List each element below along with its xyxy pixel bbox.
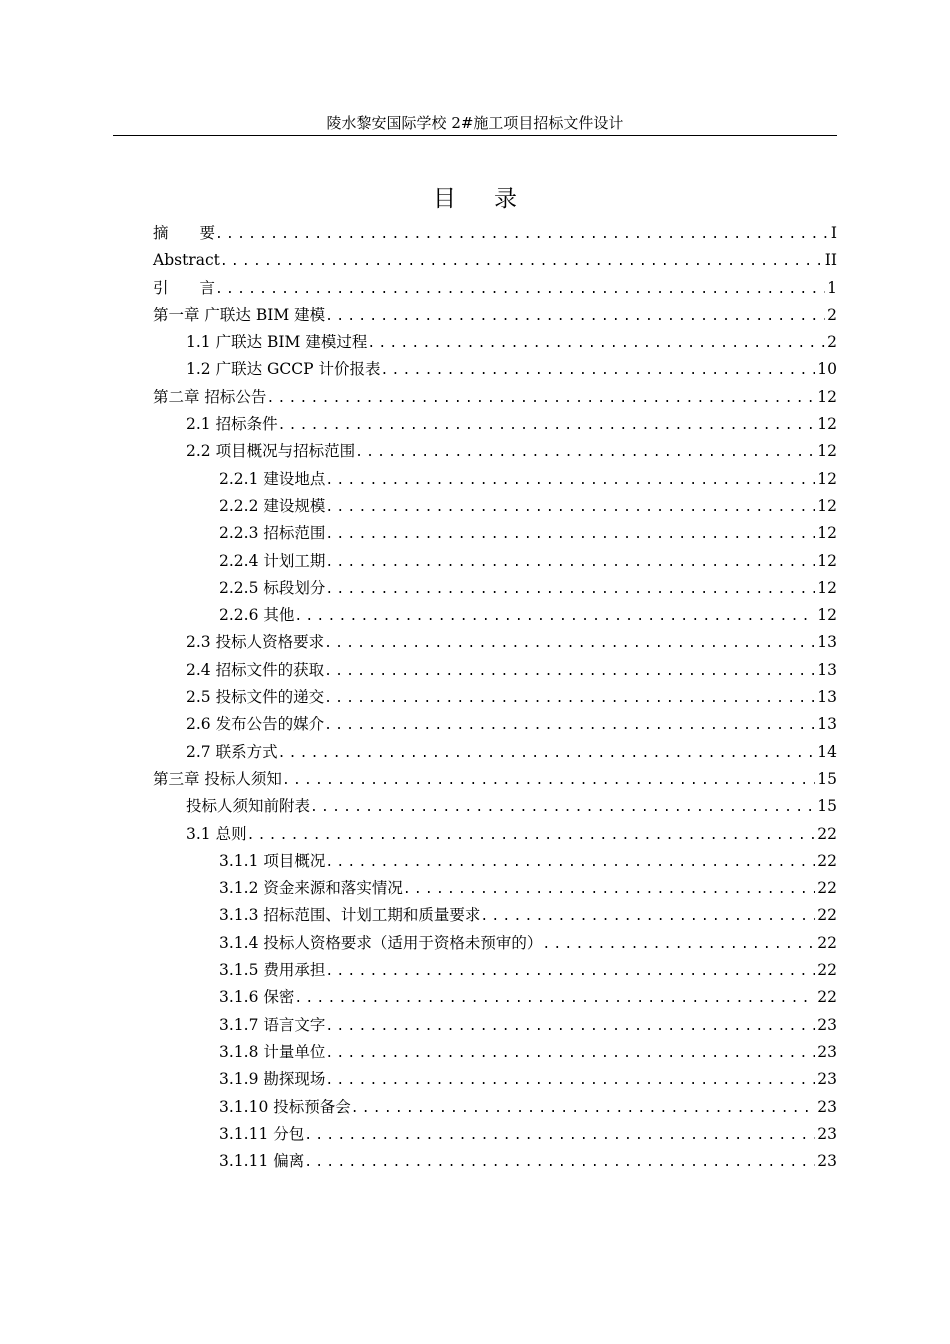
toc-dot-leader xyxy=(220,248,823,275)
toc-entry[interactable] xyxy=(153,493,837,520)
toc-entry-label: 3.1.7 语言文字 xyxy=(219,1015,326,1034)
header-divider xyxy=(113,135,837,136)
toc-entry[interactable] xyxy=(153,684,837,711)
toc-entry-label: 2.6 发布公告的媒介 xyxy=(186,715,325,734)
toc-dot-leader xyxy=(542,931,815,958)
toc-entry-page-number: 22 xyxy=(817,988,837,1007)
toc-dot-leader xyxy=(480,903,815,930)
toc-entry-label: 引 言 xyxy=(153,278,216,297)
toc-entry-page-number: 12 xyxy=(817,551,837,570)
toc-dot-leader xyxy=(247,822,816,849)
toc-dot-leader xyxy=(278,412,816,439)
toc-entry[interactable] xyxy=(153,466,837,493)
toc-entry[interactable] xyxy=(153,1039,837,1066)
toc-dot-leader xyxy=(325,1013,815,1040)
toc-entry[interactable] xyxy=(153,930,837,957)
toc-entry-page-number: 23 xyxy=(817,1152,837,1171)
toc-entry[interactable] xyxy=(153,302,837,329)
toc-entry-label: 2.2.6 其他 xyxy=(219,606,295,625)
toc-entry-page-number: 13 xyxy=(817,688,837,707)
toc-entry-page-number: 22 xyxy=(817,879,837,898)
toc-dot-leader xyxy=(304,1122,815,1149)
toc-entry[interactable] xyxy=(153,711,837,738)
toc-entry[interactable] xyxy=(153,220,837,247)
toc-dot-leader xyxy=(294,985,815,1012)
toc-dot-leader xyxy=(325,467,815,494)
toc-entry-label: 2.2.1 建设地点 xyxy=(219,469,326,488)
toc-entry[interactable] xyxy=(153,848,837,875)
toc-entry-page-number: 22 xyxy=(817,851,837,870)
toc-entry-label: 第三章 投标人须知 xyxy=(153,769,282,788)
toc-entry-label: 3.1.3 招标范围、计划工期和质量要求 xyxy=(219,906,481,925)
toc-entry-label: 2.2.3 招标范围 xyxy=(219,524,326,543)
toc-entry-page-number: 15 xyxy=(817,769,837,788)
toc-entry-label: 3.1.11 偏离 xyxy=(219,1152,305,1171)
toc-dot-leader xyxy=(325,303,825,330)
toc-entry-label: 2.7 联系方式 xyxy=(186,742,278,761)
toc-dot-leader xyxy=(324,658,815,685)
toc-entry-label: 3.1.6 保密 xyxy=(219,988,295,1007)
toc-entry-page-number: 13 xyxy=(817,660,837,679)
toc-dot-leader xyxy=(324,685,815,712)
toc-entry-label: 第二章 招标公告 xyxy=(153,387,267,406)
toc-entry-label: 3.1.2 资金来源和落实情况 xyxy=(219,879,403,898)
toc-entry[interactable] xyxy=(153,275,837,302)
toc-entry-page-number: 12 xyxy=(817,578,837,597)
toc-entry[interactable] xyxy=(153,329,837,356)
toc-dot-leader xyxy=(324,630,815,657)
toc-dot-leader xyxy=(325,849,815,876)
toc-entry[interactable] xyxy=(153,411,837,438)
toc-entry-label: 3.1 总则 xyxy=(186,824,247,843)
toc-dot-leader xyxy=(278,740,816,767)
toc-dot-leader xyxy=(403,876,815,903)
toc-entry-label: 2.4 招标文件的获取 xyxy=(186,660,325,679)
toc-dot-leader xyxy=(310,794,815,821)
toc-entry-label: 1.2 广联达 GCCP 计价报表 xyxy=(186,360,381,379)
toc-dot-leader xyxy=(355,439,815,466)
toc-entry-page-number: 23 xyxy=(817,1042,837,1061)
toc-entry-page-number: 22 xyxy=(817,961,837,980)
toc-entry-label: 3.1.5 费用承担 xyxy=(219,961,326,980)
toc-entry-page-number: 13 xyxy=(817,633,837,652)
toc-entry[interactable] xyxy=(153,1066,837,1093)
toc-entry[interactable] xyxy=(153,739,837,766)
toc-entry-page-number: 22 xyxy=(817,824,837,843)
toc-dot-leader xyxy=(266,385,815,412)
toc-entry-label: 2.2 项目概况与招标范围 xyxy=(186,442,356,461)
toc-entry[interactable] xyxy=(153,438,837,465)
toc-entry[interactable] xyxy=(153,984,837,1011)
toc-entry-page-number: 23 xyxy=(817,1070,837,1089)
toc-entry-page-number: 22 xyxy=(817,906,837,925)
toc-entry[interactable] xyxy=(153,548,837,575)
toc-dot-leader xyxy=(304,1149,815,1176)
toc-entry[interactable] xyxy=(153,875,837,902)
toc-dot-leader xyxy=(325,1067,815,1094)
toc-entry-label: 3.1.9 勘探现场 xyxy=(219,1070,326,1089)
toc-entry-page-number: 2 xyxy=(827,333,837,352)
toc-entry[interactable] xyxy=(153,629,837,656)
toc-entry-label: Abstract xyxy=(153,251,220,270)
toc-entry[interactable] xyxy=(153,1121,837,1148)
toc-entry[interactable] xyxy=(153,793,837,820)
toc-entry-label: 3.1.4 投标人资格要求（适用于资格未预审的） xyxy=(219,933,543,952)
toc-entry-page-number: 23 xyxy=(817,1097,837,1116)
toc-entry-page-number: 12 xyxy=(817,524,837,543)
toc-entry-label: 2.3 投标人资格要求 xyxy=(186,633,325,652)
toc-dot-leader xyxy=(215,221,829,248)
toc-entry-label: 3.1.10 投标预备会 xyxy=(219,1097,351,1116)
toc-entry[interactable] xyxy=(153,821,837,848)
toc-entry-page-number: 15 xyxy=(817,797,837,816)
toc-entry-page-number: 23 xyxy=(817,1015,837,1034)
toc-dot-leader xyxy=(324,712,815,739)
toc-entry-label: 2.1 招标条件 xyxy=(186,415,278,434)
toc-entry[interactable] xyxy=(153,356,837,383)
table-of-contents xyxy=(153,220,837,1175)
toc-entry[interactable] xyxy=(153,1094,837,1121)
toc-entry-page-number: 12 xyxy=(817,442,837,461)
toc-entry-page-number: I xyxy=(830,224,837,242)
toc-entry-label: 2.2.5 标段划分 xyxy=(219,578,326,597)
toc-entry-page-number: 12 xyxy=(817,387,837,406)
toc-entry[interactable] xyxy=(153,247,837,274)
toc-entry[interactable] xyxy=(153,575,837,602)
toc-entry-page-number: 2 xyxy=(827,305,837,324)
toc-dot-leader xyxy=(294,603,815,630)
toc-entry-label: 投标人须知前附表 xyxy=(186,797,311,816)
toc-entry-page-number: 12 xyxy=(817,496,837,515)
toc-dot-leader xyxy=(215,276,825,303)
toc-dot-leader xyxy=(325,576,815,603)
toc-entry-page-number: 10 xyxy=(817,360,837,379)
toc-entry-label: 3.1.11 分包 xyxy=(219,1124,305,1143)
toc-entry[interactable] xyxy=(153,520,837,547)
toc-entry-page-number: 12 xyxy=(817,415,837,434)
toc-entry-page-number: 14 xyxy=(817,742,837,761)
toc-dot-leader xyxy=(367,330,825,357)
toc-entry-label: 摘 要 xyxy=(153,224,216,242)
toc-dot-leader xyxy=(282,767,815,794)
toc-title: 目录 xyxy=(433,186,555,212)
toc-entry-page-number: 1 xyxy=(827,278,837,297)
toc-entry-label: 3.1.1 项目概况 xyxy=(219,851,326,870)
toc-entry[interactable] xyxy=(153,602,837,629)
toc-entry-label: 第一章 广联达 BIM 建模 xyxy=(153,305,326,324)
toc-entry-page-number: 12 xyxy=(817,469,837,488)
toc-entry-label: 2.2.2 建设规模 xyxy=(219,496,326,515)
toc-entry-page-number: 23 xyxy=(817,1124,837,1143)
toc-entry[interactable] xyxy=(153,1148,837,1175)
toc-entry-page-number: 13 xyxy=(817,715,837,734)
toc-entry-label: 3.1.8 计量单位 xyxy=(219,1042,326,1061)
toc-dot-leader xyxy=(380,357,815,384)
toc-entry-label: 2.5 投标文件的递交 xyxy=(186,688,325,707)
toc-dot-leader xyxy=(325,1040,815,1067)
toc-entry[interactable] xyxy=(153,657,837,684)
toc-entry[interactable] xyxy=(153,384,837,411)
toc-dot-leader xyxy=(351,1095,816,1122)
toc-entry-page-number: 22 xyxy=(817,933,837,952)
toc-entry-page-number: II xyxy=(824,251,837,270)
toc-dot-leader xyxy=(325,494,815,521)
page-header: 陵水黎安国际学校 2#施工项目招标文件设计 xyxy=(326,114,624,132)
toc-dot-leader xyxy=(325,958,815,985)
toc-entry-label: 1.1 广联达 BIM 建模过程 xyxy=(186,333,368,352)
toc-dot-leader xyxy=(325,549,815,576)
toc-dot-leader xyxy=(325,521,815,548)
toc-entry[interactable] xyxy=(153,1012,837,1039)
toc-entry-label: 2.2.4 计划工期 xyxy=(219,551,326,570)
toc-entry[interactable] xyxy=(153,902,837,929)
toc-entry[interactable] xyxy=(153,957,837,984)
toc-entry[interactable] xyxy=(153,766,837,793)
toc-entry-page-number: 12 xyxy=(817,606,837,625)
